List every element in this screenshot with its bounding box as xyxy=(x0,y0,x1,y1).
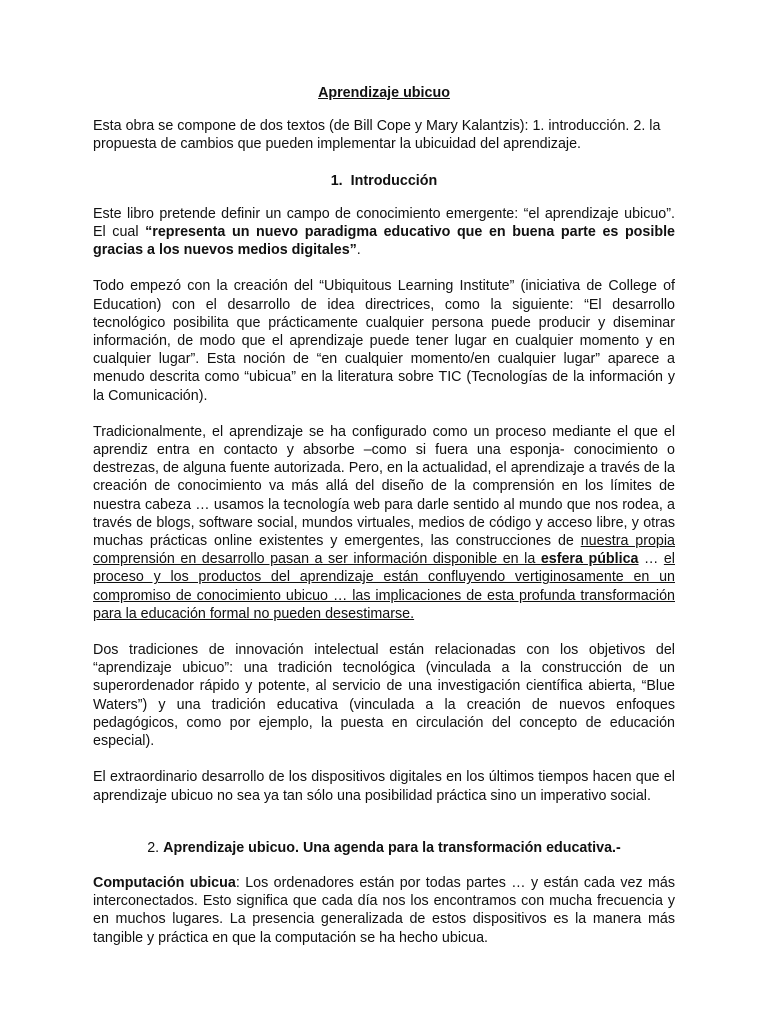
paragraph-3-bold-term: esfera pública xyxy=(540,551,639,568)
paragraph-1-bold-quote: “representa un nuevo paradigma educativo que en buena parte es posible gracias a los nuevos medios digitales” xyxy=(93,224,675,259)
paragraph-1-text: Este libro pretende definir un campo de conocimiento emergente: “el aprendizaje ubicuo”. El cual xyxy=(93,205,675,241)
document-page xyxy=(93,84,675,965)
paragraph-3 xyxy=(93,423,675,623)
paragraph-1 xyxy=(93,205,675,260)
paragraph-1-end: . xyxy=(356,242,361,259)
paragraph-6-term: Computación ubicua xyxy=(93,874,236,891)
section-2-number: 2. xyxy=(147,839,160,856)
paragraph-2: Todo empezó con la creación del “Ubiquitous Learning Institute” (iniciativa de College of Education) con el desarrollo de idea directrices, como la siguiente: “El desarrollo tecnológico posibilita que prácticamente cualquier persona puede producir y diseminar información, de modo que el aprendizaje puede tener lugar en cualquier momento y en cualquier lugar”. Esta noción de “en cualquier momento/en cualquier lugar” aparece a menudo descrita como “ubicua” en la literatura sobre TIC (Tecnologías de la información y la Comunicación). xyxy=(93,278,675,404)
paragraph-3-text: Tradicionalmente, el aprendizaje se ha configurado como un proceso mediante el que el aprendiz entra en contacto y absorbe –como si fuera una esponja- conocimiento o destrezas, de alguna fuente autorizada. Pero, en la actualidad, el aprendizaje a través de la creación de conocimiento va más allá del diseño de la comprensión en los límites de nuestra cabeza … usamos la tecnología web para darle sentido al mundo que nos rodea, a través de blogs, software social, mundos virtuales, medios de código y acceso libre, y otras muchas prácticas online existentes y emergentes, las construcciones de xyxy=(93,423,675,550)
paragraph-4: Dos tradiciones de innovación intelectual están relacionadas con los objetivos del “aprendizaje ubicuo”: una tradición tecnológica (vinculada a la construcción de un superordenador rápido y potente, al servicio de una investigación científica abierta, “Blue Waters”) y una tradición educativa (vinculada a la creación de nuevos enfoques pedagógicos, como por ejemplo, la puesta en circulación del concepto de educación especial). xyxy=(93,642,675,750)
section-1-number: 1. xyxy=(330,172,343,189)
intro-paragraph: Esta obra se compone de dos textos (de Bill Cope y Mary Kalantzis): 1. introducción. 2. la propuesta de cambios que pueden implementar la ubicuidad del aprendizaje. xyxy=(93,118,661,153)
section-1-title: Introducción xyxy=(350,172,438,189)
paragraph-3-ellipsis: … xyxy=(638,551,664,568)
paragraph-6-text: : Los ordenadores están por todas partes … y están cada vez más interconectados. Esto significa que cada día nos los encontramos con mucha frecuencia y en muchos lugares. La presencia generalizada de estos dispositivos es la manera más tangible y práctica en que la computación se ha hecho ubicua. xyxy=(93,874,676,946)
document-title: Aprendizaje ubicuo xyxy=(318,85,450,101)
section-1-heading xyxy=(93,172,675,190)
section-2-heading xyxy=(93,839,675,857)
paragraph-6 xyxy=(93,874,675,947)
paragraph-3-underlined-2: el proceso y los productos del aprendizaje están confluyendo vertiginosamente en un compromiso de conocimiento ubicuo … las implicaciones de esta profunda transformación para la educación formal no pueden desestimarse. xyxy=(93,551,675,622)
paragraph-5: El extraordinario desarrollo de los dispositivos digitales en los últimos tiempos hacen que el aprendizaje ubicuo no sea ya tan sólo una posibilidad práctica sino un imperativo social. xyxy=(93,769,675,804)
paragraph-3-underlined-1: nuestra propia comprensión en desarrollo pasan a ser información disponible en la xyxy=(93,533,676,568)
section-2-title: Aprendizaje ubicuo. Una agenda para la transformación educativa.- xyxy=(163,839,621,856)
